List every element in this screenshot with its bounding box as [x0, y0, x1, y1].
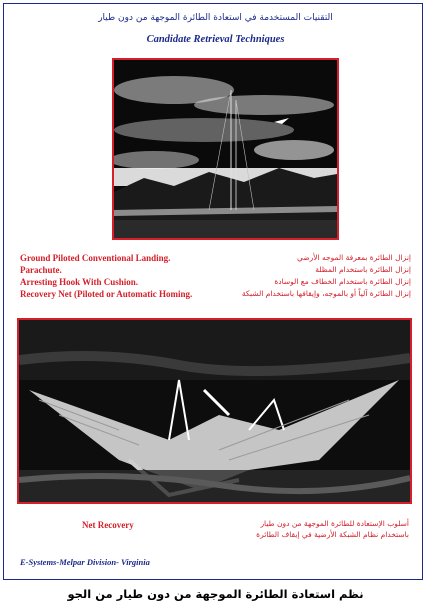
- photo-drone-landing: [112, 58, 339, 240]
- title-arabic: التقنيات المستخدمة في استعادة الطائرة الموجهة من دون طيار: [98, 13, 333, 23]
- technique-en-1: Ground Piloted Conventional Landing.: [20, 253, 171, 263]
- techniques-list-english: [20, 252, 210, 300]
- technique-ar-3: إنزال الطائرة باستخدام الخطاف مع الوسادة: [274, 277, 411, 286]
- net-recovery-image: [19, 320, 410, 502]
- technique-en-4: Recovery Net (Piloted or Automatic Homing.: [20, 289, 193, 299]
- drone-landing-image: [114, 60, 337, 238]
- technique-ar-4: إنزال الطائرة آلياً أو بالموجه، وإيقافها باستخدام الشبكة: [241, 289, 411, 298]
- net-recovery-label-arabic: [229, 518, 409, 540]
- technique-en-3: Arresting Hook With Cushion.: [20, 277, 139, 287]
- photo-net-recovery: [17, 318, 412, 504]
- title-english: Candidate Retrieval Techniques: [146, 34, 285, 45]
- net-recovery-label-english: Net Recovery: [82, 520, 134, 530]
- net-recovery-ar-line-1: أسلوب الإستعادة للطائرة الموجهة من دون طيار: [260, 519, 409, 528]
- technique-ar-1: إنزال الطائرة بمعرفة الموجه الأرضي: [297, 253, 411, 262]
- net-recovery-ar-line-2: باستخدام نظام الشبكة الأرضية في إيقاف الطائرة: [256, 530, 409, 539]
- figure-caption: نظم استعادة الطائرة الموجهة من دون طيار من الجو: [67, 587, 364, 601]
- techniques-list-arabic: [211, 252, 411, 300]
- source-credit: E-Systems-Melpar Division- Virginia: [20, 557, 150, 567]
- technique-ar-2: إنزال الطائرة باستخدام المظلة: [315, 265, 411, 274]
- technique-en-2: Parachute.: [20, 265, 62, 275]
